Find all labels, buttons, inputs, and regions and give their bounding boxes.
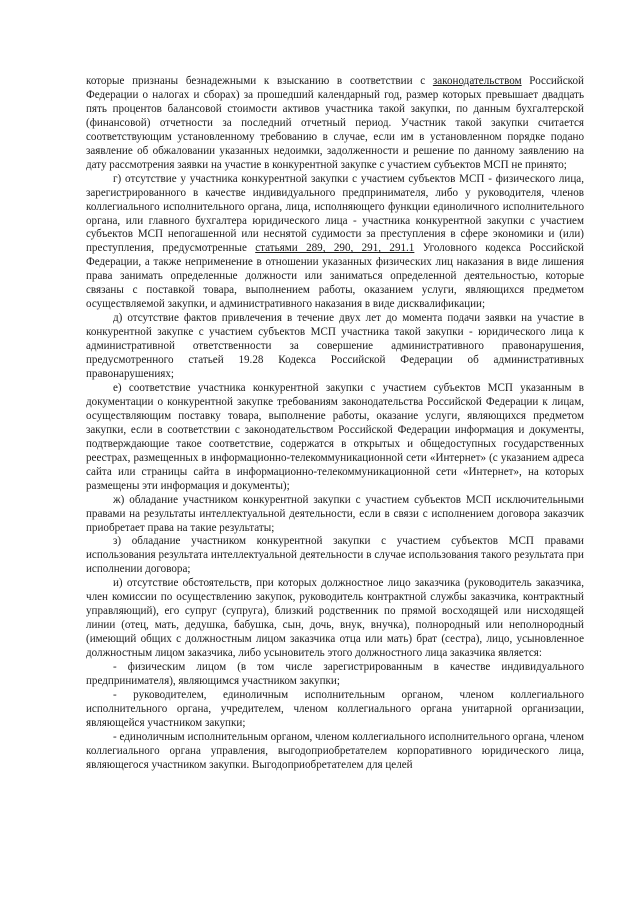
paragraph-zh <box>86 494 584 536</box>
paragraph-text: з) обладание участником конкурентной закупки с участием субъектов МСП правами использования результата интеллектуальной деятельности в случае использования такого результата при исполнении договора; <box>86 535 584 576</box>
paragraph-d <box>86 312 584 382</box>
paragraph-text: Российской Федерации о налогах и сборах) за прошедший календарный год, размер которых превышает двадцать пять процентов балансовой стоимости активов участника такой закупки, по данным бухгалтерской (финансовой) отчетности за последний отчетный период. Участник такой закупки считается соответствующим установленному требованию в случае, если им в установленном порядке подано заявление об обжаловании указанных недоимки, задолженности и решение по данному заявлению на дату рассмотрения заявки на участие в конкурентной закупке с участием субъектов МСП не принято; <box>86 75 584 171</box>
paragraph-z <box>86 535 584 577</box>
paragraph-text: - руководителем, единоличным исполнительным органом, членом коллегиального исполнительного органа, учредителем, членом коллегиального органа унитарной организации, являющейся участником закупки; <box>86 688 584 729</box>
paragraph-text: ж) обладание участником конкурентной закупки с участием субъектов МСП исключительными правами на результаты интеллектуальной деятельности, если в связи с исполнением договора заказчик приобретает права на такие результаты; <box>86 493 584 534</box>
law-reference-link[interactable]: статьями 289, 290, 291, 291.1 <box>255 242 415 255</box>
document-body <box>86 75 584 773</box>
paragraph-i-3 <box>86 731 584 773</box>
paragraph-i-2 <box>86 689 584 731</box>
paragraph-text: - физическим лицом (в том числе зарегистрированным в качестве индивидуального предпринимателя), являющимся участником закупки; <box>86 661 584 687</box>
law-reference-link[interactable]: законодательством <box>432 75 522 87</box>
paragraph-text: Уголовного кодекса Российской Федерации, а также неприменение в отношении указанных физических лиц наказания в виде лишения права занимать определенные должности или заниматься определенной деятельностью, которые связаны с поставкой товара, выполнением работы, оказанием услуги, являющихся предметом осуществляемой закупки, и административного наказания в виде дисквалификации; <box>86 242 584 311</box>
paragraph-text: г) отсутствие у участника конкурентной закупки с участием субъектов МСП - физического лица, зарегистрированного в качестве индивидуального предпринимателя, либо у руководителя, членов коллегиального исполнительного органа, лица, исполняющего функции единоличного исполнительного органа, или главного бухгалтера юридического лица - участника конкурентной закупки с участием субъектов МСП непогашенной или неснятой судимости за преступления в сфере экономики и (или) преступления, предусмотренные <box>86 172 584 255</box>
paragraph-text: д) отсутствие фактов привлечения в течение двух лет до момента подачи заявки на участие в конкурентной закупке с участием субъектов МСП участника такой закупки - юридического лица к административной ответственности за совершение административного правонарушения, предусмотренного статьей 19.28 Кодекса Российской Федерации об административных правонарушениях; <box>86 312 584 381</box>
paragraph-text: которые признаны безнадежными к взысканию в соответствии с <box>86 75 433 87</box>
paragraph-text: и) отсутствие обстоятельств, при которых должностное лицо заказчика (руководитель заказчика, член комиссии по осуществлению закупок, руководитель контрактной службы заказчика, контрактный управляющий), его супруг (супруга), близкий родственник по прямой восходящей или нисходящей линии (отец, мать, дедушка, бабушка, сын, дочь, внук, внучка), полнородный или неполнородный (имеющий общих с должностным лицом заказчика отца или мать) брат (сестра), лицо, усыновленное должностным лицом заказчика, либо усыновитель этого должностного лица заказчика является: <box>86 577 584 660</box>
paragraph-i <box>86 577 584 661</box>
paragraph-g <box>86 173 584 313</box>
paragraph-text: - единоличным исполнительным органом, членом коллегиального исполнительного органа, членом коллегиального органа управления, выгодоприобретателем корпоративного юридического лица, являющегося участником закупки. Выгодоприобретателем для целей <box>86 730 584 771</box>
paragraph-text: е) соответствие участника конкурентной закупки с участием субъектов МСП указанным в документации о конкурентной закупке требованиям законодательства Российской Федерации к лицам, осуществляющим поставку товара, выполнение работы, оказание услуги, являющихся предметом закупки, если в соответствии с законодательством Российской Федерации информация и документы, подтверждающие такое соответствие, содержатся в открытых и общедоступных государственных реестрах, размещенных в информационно-телекоммуникационной сети «Интернет» (с указанием адреса сайта или страницы сайта в информационно-телекоммуникационной сети «Интернет», на которых размещены эти информация и документы); <box>86 381 584 492</box>
paragraph-i-1 <box>86 661 584 689</box>
paragraph-intro <box>86 75 584 173</box>
paragraph-e <box>86 382 584 494</box>
